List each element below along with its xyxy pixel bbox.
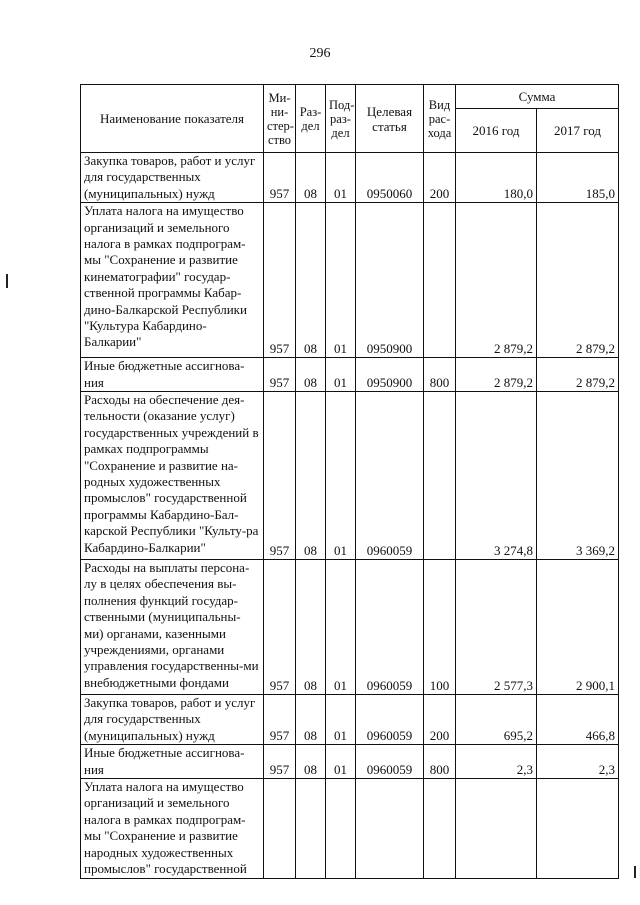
row-sum-2016: 695,2	[456, 695, 537, 745]
row-sum-2016	[456, 779, 537, 878]
row-subsection: 01	[326, 392, 356, 560]
header-ministry: Ми-ни-стер-ство	[264, 85, 296, 153]
budget-table	[80, 84, 619, 879]
row-sum-2016: 3 274,8	[456, 392, 537, 560]
table-row	[81, 203, 619, 358]
row-section: 08	[296, 203, 326, 358]
row-sum-2017: 2 900,1	[537, 560, 619, 695]
row-expense-type: 200	[424, 695, 456, 745]
row-ministry: 957	[264, 203, 296, 358]
row-expense-type: 200	[424, 153, 456, 203]
page-number: 296	[309, 46, 331, 61]
row-name: Расходы на обеспечение дея-тельности (оказание услуг) государственных учреждений в рамках подпрограммы "Сохранение и развитие на-родных художественных промыслов" государственной программы Кабардино-Бал-карской Республики "Культу-ра Кабардино-Балкарии"	[81, 392, 264, 560]
row-sum-2016: 2 879,2	[456, 358, 537, 392]
row-expense-type: 100	[424, 560, 456, 695]
row-section: 08	[296, 560, 326, 695]
table-row	[81, 392, 619, 560]
row-target: 0950900	[356, 203, 424, 358]
row-ministry: 957	[264, 392, 296, 560]
row-target: 0950900	[356, 358, 424, 392]
row-name: Иные бюджетные ассигнова-ния	[81, 745, 264, 779]
row-sum-2017: 3 369,2	[537, 392, 619, 560]
row-section: 08	[296, 745, 326, 779]
table-row	[81, 745, 619, 779]
row-subsection: 01	[326, 203, 356, 358]
header-sum: Сумма	[456, 85, 619, 109]
row-sum-2017: 466,8	[537, 695, 619, 745]
row-sum-2017: 185,0	[537, 153, 619, 203]
row-subsection: 01	[326, 153, 356, 203]
row-ministry: 957	[264, 153, 296, 203]
margin-mark-right	[634, 866, 636, 878]
header-expense-type: Вид рас-хода	[424, 85, 456, 153]
row-target: 0960059	[356, 695, 424, 745]
header-section: Раз-дел	[296, 85, 326, 153]
row-subsection: 01	[326, 695, 356, 745]
row-ministry: 957	[264, 358, 296, 392]
row-name: Иные бюджетные ассигнова-ния	[81, 358, 264, 392]
row-target	[356, 779, 424, 878]
row-expense-type: 800	[424, 745, 456, 779]
row-target: 0950060	[356, 153, 424, 203]
header-name: Наименование показателя	[81, 85, 264, 153]
row-name: Уплата налога на имущество организаций и земельного налога в рамках подпрограм-мы "Сохранение и развитие народных художественных промыслов" государственной	[81, 779, 264, 878]
table-row	[81, 695, 619, 745]
margin-mark-left	[6, 274, 8, 288]
row-name: Закупка товаров, работ и услуг для государственных (муниципальных) нужд	[81, 695, 264, 745]
row-sum-2017	[537, 779, 619, 878]
row-sum-2016: 180,0	[456, 153, 537, 203]
row-sum-2016: 2 577,3	[456, 560, 537, 695]
row-section	[296, 779, 326, 878]
row-name: Закупка товаров, работ и услуг для государственных (муниципальных) нужд	[81, 153, 264, 203]
row-ministry: 957	[264, 560, 296, 695]
header-year-2016: 2016 год	[456, 109, 537, 153]
header-year-2017: 2017 год	[537, 109, 619, 153]
table-row	[81, 560, 619, 695]
row-subsection: 01	[326, 560, 356, 695]
row-ministry: 957	[264, 745, 296, 779]
row-target: 0960059	[356, 745, 424, 779]
row-subsection	[326, 779, 356, 878]
row-expense-type	[424, 779, 456, 878]
row-target: 0960059	[356, 560, 424, 695]
row-expense-type	[424, 392, 456, 560]
row-section: 08	[296, 358, 326, 392]
row-sum-2016: 2,3	[456, 745, 537, 779]
row-name: Расходы на выплаты персона-лу в целях обеспечения вы-полнения функций государ-ственными (муниципальны-ми) органами, казенными учреждениями, органами управления государственны-ми внебюджетными фондами	[81, 560, 264, 695]
row-ministry: 957	[264, 695, 296, 745]
row-sum-2016: 2 879,2	[456, 203, 537, 358]
table-row	[81, 358, 619, 392]
row-sum-2017: 2 879,2	[537, 358, 619, 392]
table-row	[81, 153, 619, 203]
row-section: 08	[296, 695, 326, 745]
row-expense-type: 800	[424, 358, 456, 392]
row-section: 08	[296, 392, 326, 560]
row-sum-2017: 2 879,2	[537, 203, 619, 358]
row-name: Уплата налога на имущество организаций и земельного налога в рамках подпрограм-мы "Сохранение и развитие кинематографии" государ-ственной программы Кабар-дино-Балкарской Республики "Культура Кабардино-Балкарии"	[81, 203, 264, 358]
row-target: 0960059	[356, 392, 424, 560]
row-expense-type	[424, 203, 456, 358]
header-subsection: Под-раз-дел	[326, 85, 356, 153]
row-ministry	[264, 779, 296, 878]
header-target: Целевая статья	[356, 85, 424, 153]
row-subsection: 01	[326, 358, 356, 392]
row-subsection: 01	[326, 745, 356, 779]
row-section: 08	[296, 153, 326, 203]
row-sum-2017: 2,3	[537, 745, 619, 779]
table-row	[81, 779, 619, 878]
